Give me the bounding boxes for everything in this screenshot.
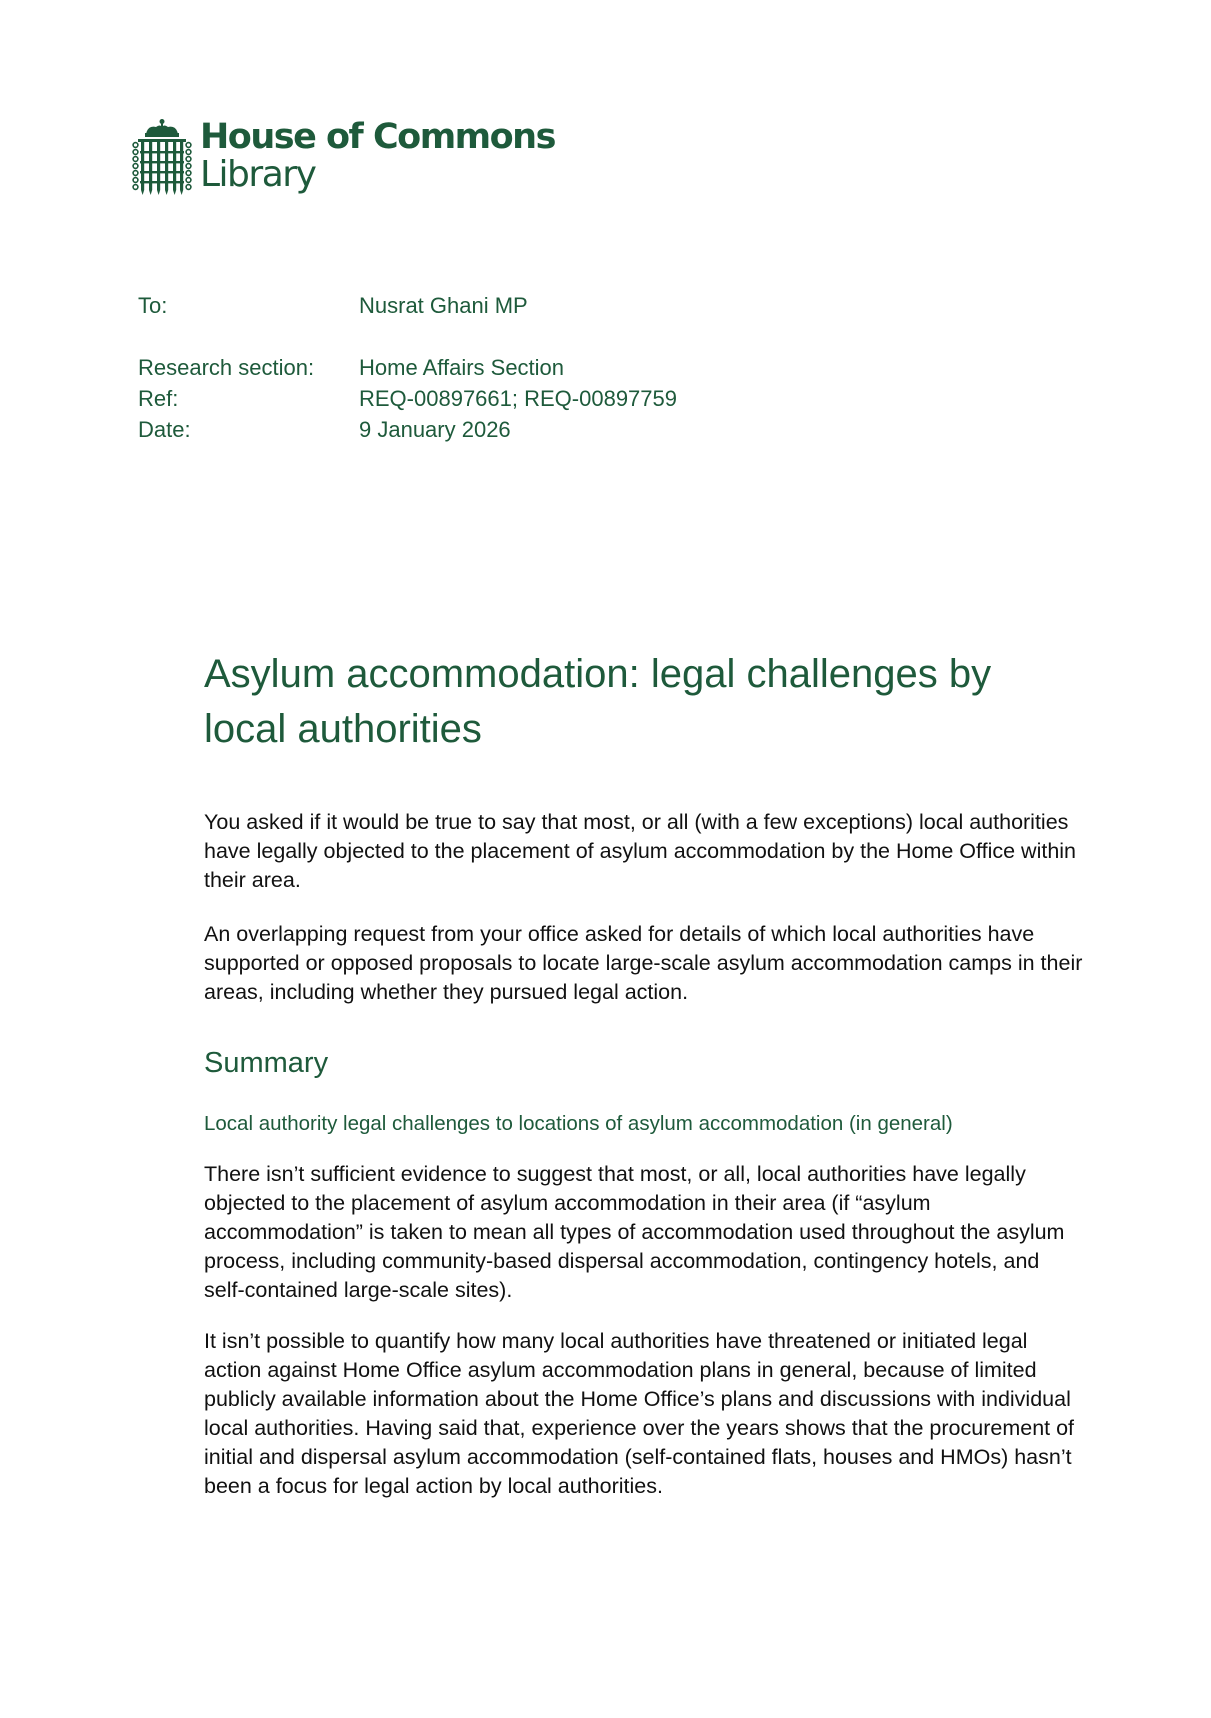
summary-heading: Summary [204, 1047, 329, 1079]
memo-row-ref [138, 383, 677, 414]
memo-row-to [138, 290, 528, 321]
logo-line-library: Library [200, 154, 316, 195]
ref-label: Ref: [138, 386, 179, 411]
intro-paragraph-2: An overlapping request from your office asked for details of which local authorities have supported or opposed proposals to locate large-scale asylum accommodation camps in their areas, including whether they pursued legal action. [204, 922, 1083, 1004]
memo-row-section [138, 352, 677, 383]
intro-paragraph-1: You asked if it would be true to say that most, or all (with a few exceptions) local authorities have legally objected to the placement of asylum accommodation by the Home Office within their area. [204, 810, 1077, 892]
to-label: To: [138, 293, 168, 318]
memo-details [138, 352, 677, 445]
logo-line-house-of-commons: House of Commons [200, 117, 555, 157]
house-of-commons-library-logo [132, 118, 555, 198]
portcullis-icon [132, 118, 192, 198]
logo-wordmark [200, 118, 555, 194]
summary-paragraph-1: There isn’t sufficient evidence to suggest that most, or all, local authorities have legally objected to the placement of asylum accommodation in their area (if “asylum accommodation” is taken to mean all types of accommodation used throughout the asylum process, including community-based dispersal accommodation, contingency hotels, and self-contained large-scale sites). [204, 1162, 1065, 1302]
date-label: Date: [138, 417, 191, 442]
document-title: Asylum accommodation: legal challenges by local authorities [204, 652, 992, 751]
ref-value: REQ-00897661; REQ-00897759 [359, 386, 677, 411]
to-value: Nusrat Ghani MP [359, 293, 528, 318]
summary-paragraph-2: It isn’t possible to quantify how many local authorities have threatened or initiated legal action against Home Office asylum accommodation plans in general, because of limited publicly available information about the Home Office’s plans and discussions with individual local authorities. Having said that, experience over the years shows that the procurement of initial and dispersal asylum accommodation (self-contained flats, houses and HMOs) hasn’t been a focus for legal action by local authorities. [204, 1329, 1075, 1498]
memo-row-date [138, 414, 677, 445]
memo-recipient [138, 290, 528, 321]
summary-subheading: Local authority legal challenges to locations of asylum accommodation (in general) [204, 1112, 953, 1135]
section-value: Home Affairs Section [359, 355, 565, 380]
date-value: 9 January 2026 [359, 417, 511, 442]
section-label: Research section: [138, 355, 315, 380]
